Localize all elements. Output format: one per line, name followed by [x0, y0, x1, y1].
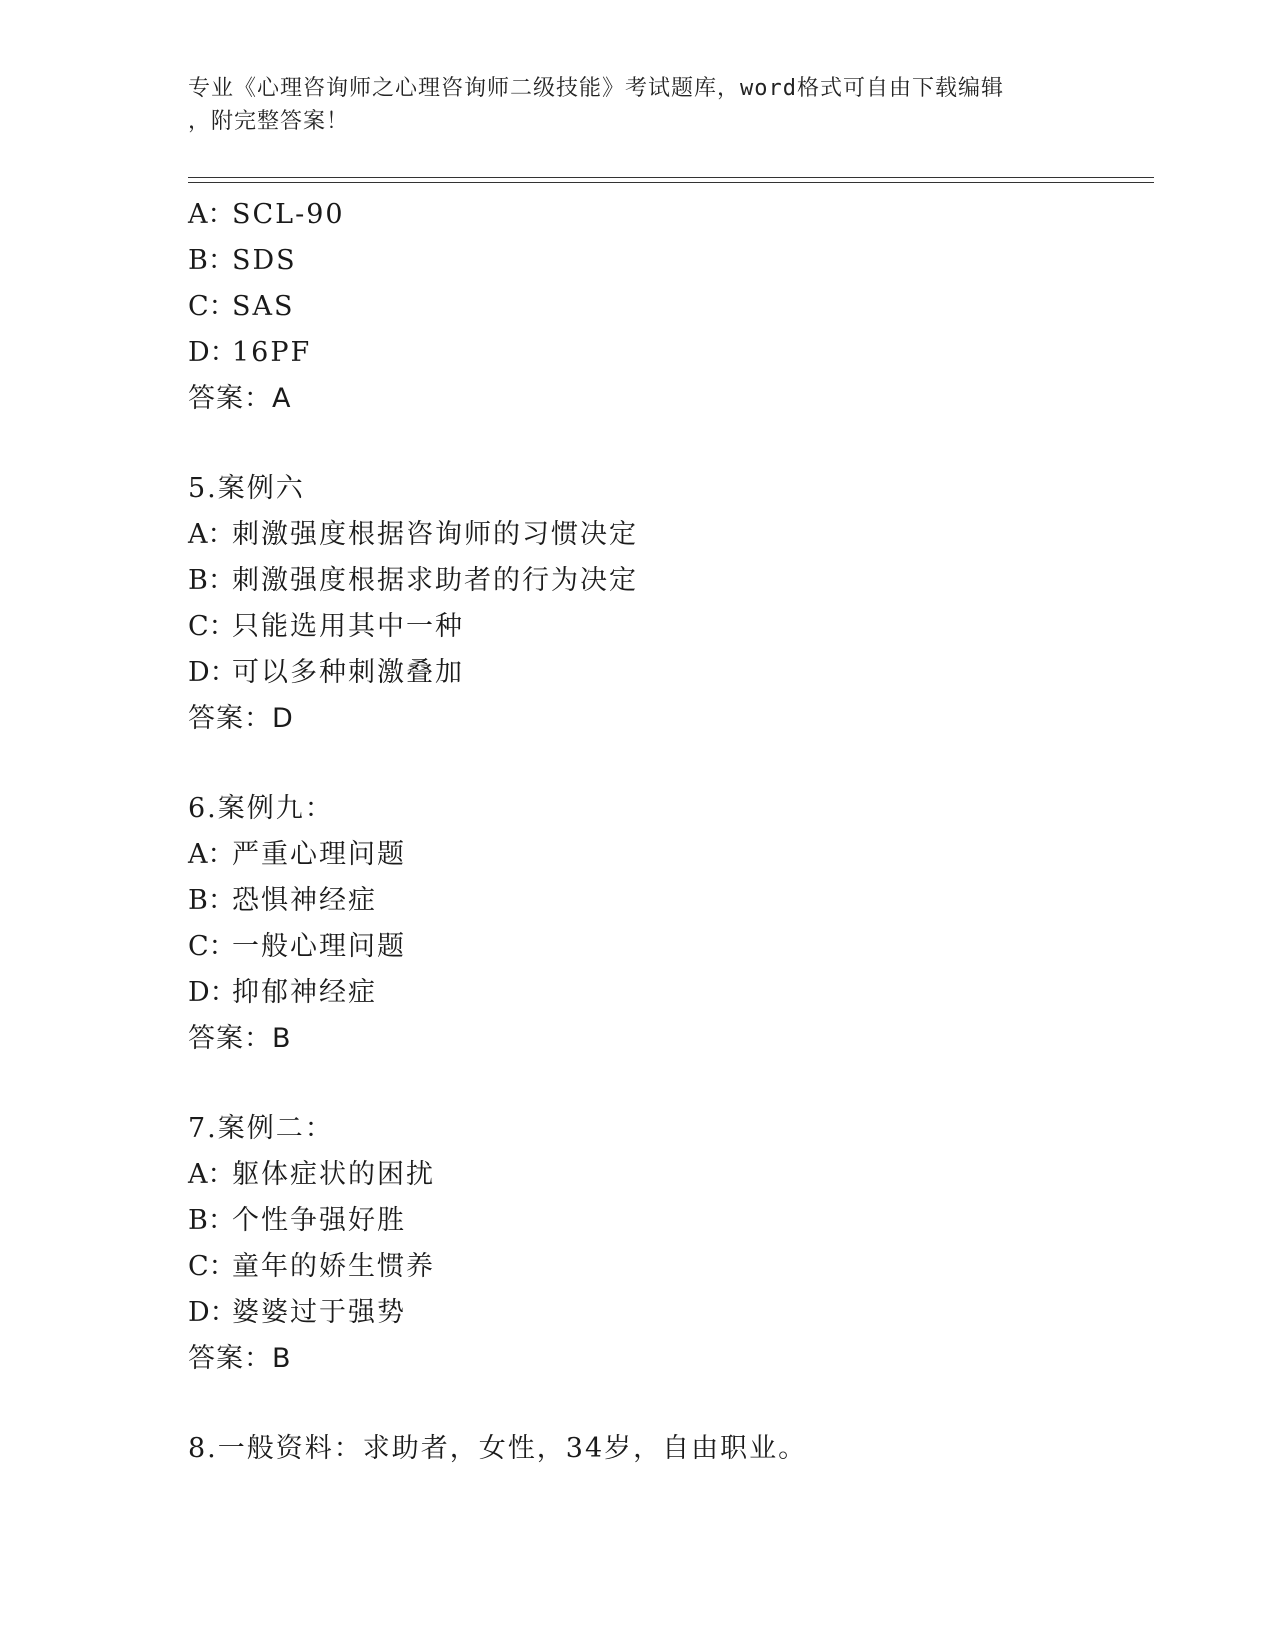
option-c [188, 284, 1148, 330]
option-b [188, 238, 1148, 284]
option-text: 抑郁神经症 [232, 977, 377, 1008]
option-label: D： [188, 337, 237, 368]
question-list [188, 192, 1148, 1472]
option-label: B： [188, 565, 235, 596]
option-text: 婆婆过于强势 [232, 1297, 406, 1328]
option-label: B： [188, 885, 235, 916]
header-line-2: ，附完整答案！ [188, 109, 350, 134]
option-text: SDS [232, 245, 297, 276]
option-text: SAS [232, 291, 295, 322]
answer-line: 答案：A [188, 383, 292, 414]
option-text: 一般心理问题 [232, 931, 406, 962]
option-text: 个性争强好胜 [232, 1205, 406, 1236]
option-label: A： [188, 1159, 235, 1190]
question-7 [188, 1106, 1148, 1382]
option-c [188, 924, 1148, 970]
question-title: 5.案例六 [188, 473, 305, 504]
option-label: B： [188, 1205, 235, 1236]
option-label: A： [188, 199, 235, 230]
option-d [188, 650, 1148, 696]
option-text: 严重心理问题 [232, 839, 406, 870]
header-divider-bottom [188, 182, 1154, 183]
question-title: 6.案例九： [188, 793, 334, 824]
question-title: 7.案例二： [188, 1113, 334, 1144]
option-text: SCL-90 [232, 199, 345, 230]
option-label: C： [188, 1251, 236, 1282]
option-label: D： [188, 657, 237, 688]
option-text: 可以多种刺激叠加 [232, 657, 464, 688]
option-text: 刺激强度根据咨询师的习惯决定 [232, 519, 638, 550]
option-label: B： [188, 245, 235, 276]
question-5 [188, 466, 1148, 742]
question-8 [188, 1426, 1148, 1472]
option-c [188, 604, 1148, 650]
option-b [188, 878, 1148, 924]
header-divider-top [188, 177, 1154, 178]
option-a [188, 832, 1148, 878]
option-text: 童年的娇生惯养 [232, 1251, 435, 1282]
answer-line: 答案：D [188, 703, 294, 734]
option-text: 刺激强度根据求助者的行为决定 [232, 565, 638, 596]
question-6 [188, 786, 1148, 1062]
answer-line: 答案：B [188, 1343, 292, 1374]
option-label: A： [188, 519, 235, 550]
option-a [188, 1152, 1148, 1198]
document-header [188, 72, 1088, 138]
option-b [188, 558, 1148, 604]
option-d [188, 330, 1148, 376]
option-c [188, 1244, 1148, 1290]
option-text: 只能选用其中一种 [232, 611, 464, 642]
answer-line: 答案：B [188, 1023, 292, 1054]
option-b [188, 1198, 1148, 1244]
question-4 [188, 192, 1148, 422]
option-a [188, 192, 1148, 238]
option-d [188, 1290, 1148, 1336]
option-label: C： [188, 931, 236, 962]
option-label: C： [188, 611, 236, 642]
question-title: 8.一般资料：求助者，女性，34岁，自由职业。 [188, 1433, 808, 1464]
option-label: C： [188, 291, 236, 322]
option-text: 躯体症状的困扰 [232, 1159, 435, 1190]
option-a [188, 512, 1148, 558]
option-label: D： [188, 977, 237, 1008]
option-label: D： [188, 1297, 237, 1328]
header-line-1: 专业《心理咨询师之心理咨询师二级技能》考试题库，word格式可自由下载编辑 [188, 76, 1004, 101]
option-text: 恐惧神经症 [232, 885, 377, 916]
option-label: A： [188, 839, 235, 870]
option-d [188, 970, 1148, 1016]
option-text: 16PF [232, 337, 312, 368]
